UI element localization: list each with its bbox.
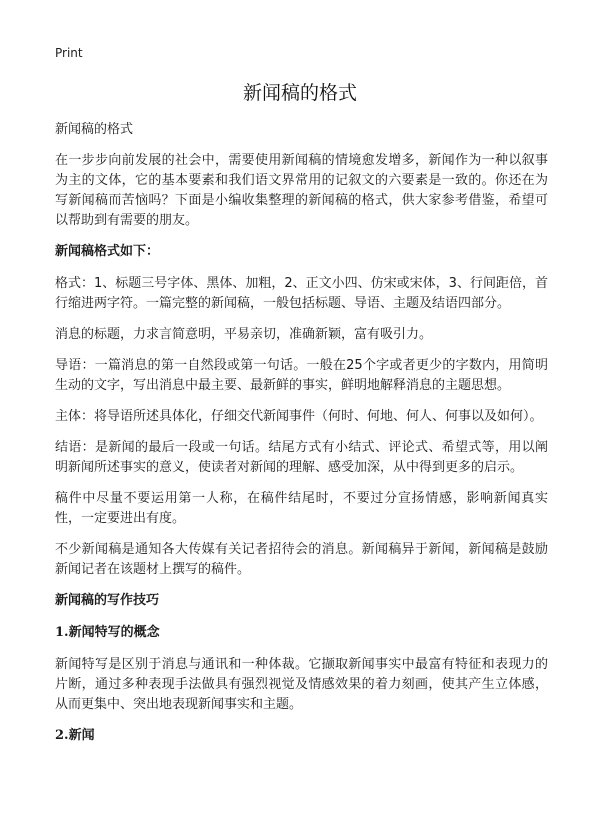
- feature-paragraph: 新闻特写是区别于消息与通讯和一种体裁。它撷取新闻事实中最富有特征和表现力的片断，通过多种表现手法做具有强烈视觉及情感效果的着力刻画，使其产生立体感，从而更集中、突出地表现新闻事实和主题。: [55, 657, 548, 712]
- article-subtitle: 新闻稿的格式: [55, 122, 134, 137]
- body-paragraph: 主体：将导语所述具体化，仔细交代新闻事件（何时、何地、何人、何事以及如何）。: [55, 409, 543, 424]
- section-heading-techniques: 新闻稿的写作技巧: [55, 593, 160, 608]
- lead-paragraph: 导语：一篇消息的第一自然段或第一句话。一般在25个字或者更少的字数内，用简明生动的文字，写出消息中最主要、最新鲜的事实，鲜明地解释消息的主题思想。: [55, 358, 548, 393]
- press-release-paragraph: 不少新闻稿是通知各大传媒有关记者招待会的消息。新闻稿异于新闻，新闻稿是鼓励新闻记者在该题材上撰写的稿件。: [55, 542, 548, 577]
- page-title: 新闻稿的格式: [242, 82, 357, 104]
- title-paragraph: 消息的标题，力求言简意明，平易亲切，准确新颖，富有吸引力。: [55, 327, 433, 342]
- ending-paragraph: 结语：是新闻的最后一段或一句话。结尾方式有小结式、评论式、希望式等，用以阐明新闻所述事实的意义，使读者对新闻的理解、感受加深，从中得到更多的启示。: [55, 440, 548, 475]
- subsection-heading-news: 2.新闻: [55, 728, 95, 743]
- format-paragraph: 格式：1、标题三号字体、黑体、加粗，2、正文小四、仿宋或宋体，3、行间距倍，首行缩进两字符。一篇完整的新闻稿，一般包括标题、导语、主题及结语四部分。: [55, 276, 548, 311]
- section-heading-format: 新闻稿格式如下：: [55, 244, 160, 259]
- article-body: [55, 120, 548, 758]
- print-link[interactable]: Print: [55, 46, 83, 60]
- person-paragraph: 稿件中尽量不要运用第一人称，在稿件结尾时，不要过分宣扬情感，影响新闻真实性，一定要进出有度。: [55, 491, 548, 526]
- subsection-heading-feature: 1.新闻特写的概念: [55, 625, 160, 640]
- intro-paragraph: 在一步步向前发展的社会中，需要使用新闻稿的情境愈发增多，新闻作为一种以叙事为主的文体，它的基本要素和我们语文界常用的记叙文的六要素是一致的。你还在为写新闻稿而苦恼吗？下面是小编收集整理的新闻稿的格式，供大家参考借鉴，希望可以帮助到有需要的朋友。: [55, 153, 548, 228]
